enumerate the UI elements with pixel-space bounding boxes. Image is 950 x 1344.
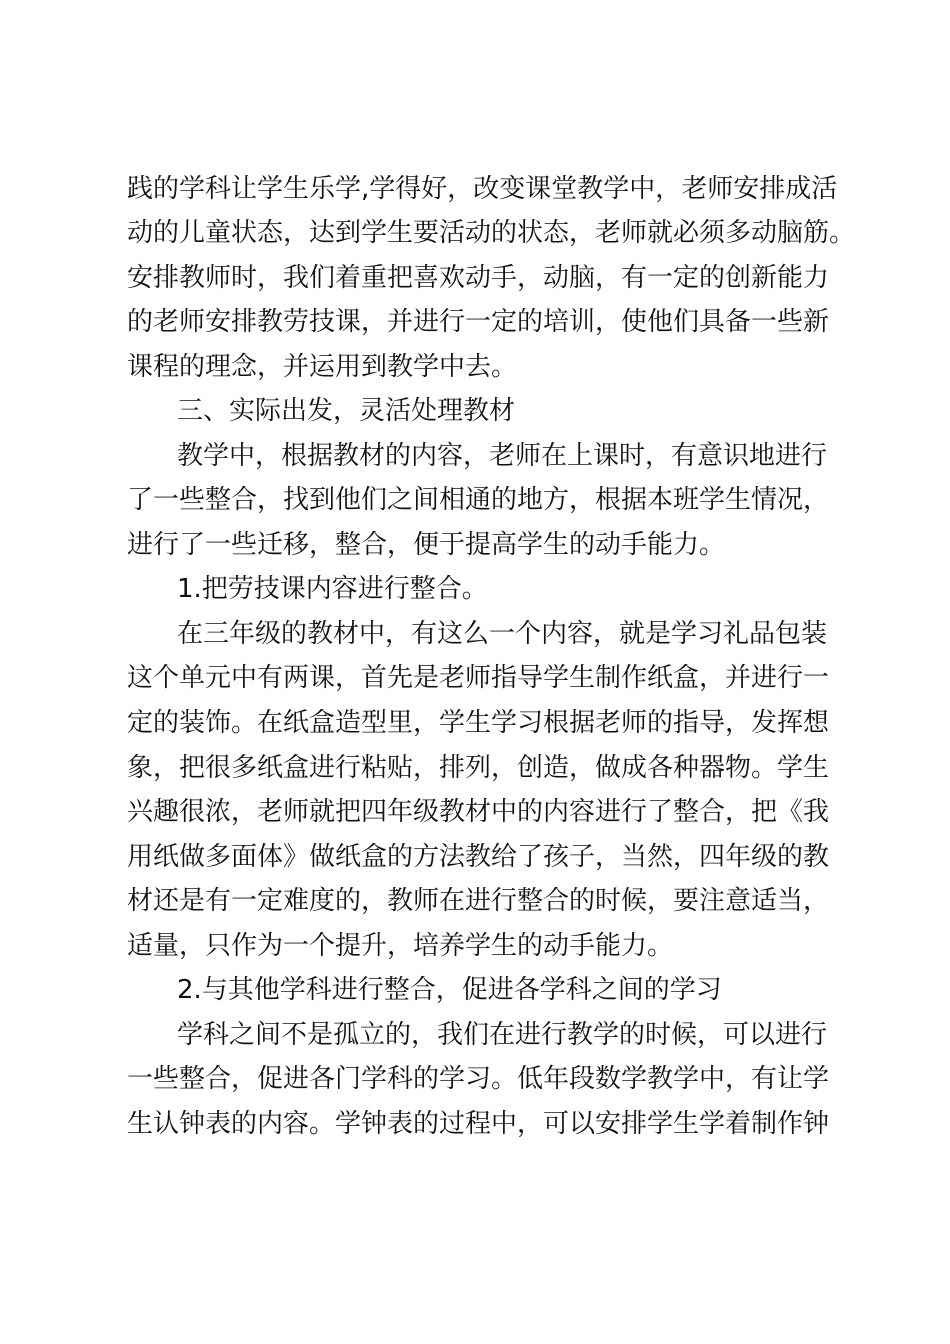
- text-line: 生认钟表的内容。学钟表的过程中，可以安排学生学着制作钟: [127, 1109, 830, 1139]
- text-line: 兴趣很浓，老师就把四年级教材中的内容进行了整合，把《我: [127, 797, 830, 827]
- section-heading: 三、实际出发，灵活处理教材: [177, 396, 516, 426]
- text-line: 定的装饰。在纸盒造型里，学生学习根据老师的指导，发挥想: [127, 708, 830, 738]
- subsection-heading: 1.把劳技课内容进行整合。: [177, 574, 488, 604]
- text-line: 这个单元中有两课，首先是老师指导学生制作纸盒，并进行一: [127, 663, 830, 693]
- text-line: 教学中，根据教材的内容，老师在上课时，有意识地进行: [177, 441, 828, 471]
- text-line: 的老师安排教劳技课，并进行一定的培训，使他们具备一些新: [127, 307, 830, 337]
- text-line: 学科之间不是孤立的，我们在进行教学的时候，可以进行: [177, 1020, 828, 1050]
- text-line: 了一些整合，找到他们之间相通的地方，根据本班学生情况，: [127, 485, 830, 515]
- text-line: 材还是有一定难度的，教师在进行整合的时候，要注意适当，: [127, 886, 830, 916]
- text-line: 适量，只作为一个提升，培养学生的动手能力。: [127, 931, 674, 961]
- subsection-heading: 2.与其他学科进行整合，促进各学科之间的学习: [177, 975, 722, 1005]
- text-line: 象，把很多纸盒进行粘贴，排列，创造，做成各种器物。学生: [127, 753, 830, 783]
- text-line: 在三年级的教材中，有这么一个内容，就是学习礼品包装: [177, 619, 828, 649]
- text-line: 一些整合，促进各门学科的学习。低年段数学教学中，有让学: [127, 1064, 830, 1094]
- text-line: 用纸做多面体》做纸盒的方法教给了孩子，当然，四年级的教: [127, 842, 830, 872]
- text-line: 安排教师时，我们着重把喜欢动手，动脑，有一定的创新能力: [127, 263, 830, 293]
- text-line: 进行了一些迁移，整合，便于提高学生的动手能力。: [127, 530, 726, 560]
- text-line: 践的学科让学生乐学,学得好，改变课堂教学中，老师安排成活: [127, 174, 838, 204]
- text-line: 动的儿童状态，达到学生要活动的状态，老师就必须多动脑筋。: [127, 218, 856, 248]
- text-line: 课程的理念，并运用到教学中去。: [127, 352, 518, 382]
